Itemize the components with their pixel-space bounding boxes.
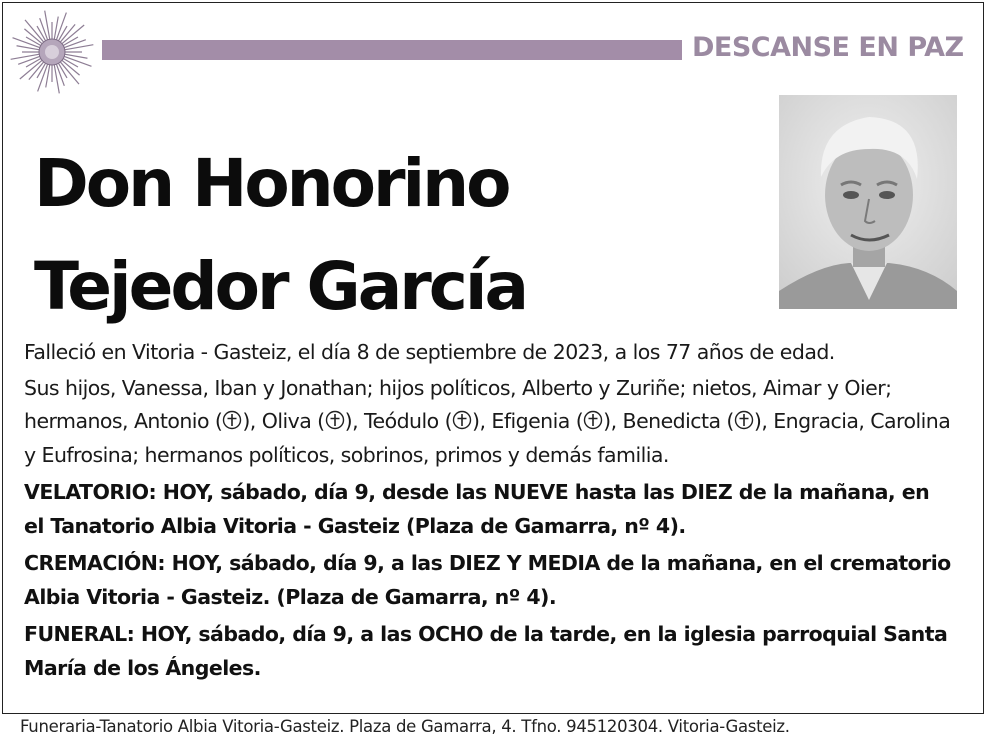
cross-icon bbox=[222, 410, 242, 430]
cross-icon bbox=[325, 410, 345, 430]
thistle-flower-icon bbox=[8, 10, 96, 94]
family-text-5: ), Benedicta ( bbox=[603, 409, 734, 433]
notice-body bbox=[24, 336, 954, 689]
cross-icon bbox=[583, 410, 603, 430]
family-list bbox=[24, 372, 954, 473]
family-text-6: ), Engracia, Carolina y Eufrosina; hermanos políticos, sobrinos, primos y demás familia. bbox=[24, 409, 951, 467]
death-statement: Falleció en Vitoria - Gasteiz, el día 8 de septiembre de 2023, a los 77 años de edad. bbox=[24, 340, 835, 364]
family-text-1: Sus hijos, Vanessa, Iban y Jonathan; hijos políticos, Alberto y Zuriñe; nietos, Aimar y Oier; hermanos, Antonio ( bbox=[24, 375, 892, 433]
funeral-home-footer: Funeraria-Tanatorio Albia Vitoria-Gasteiz. Plaza de Gamarra, 4. Tfno. 945120304. Vitoria-Gasteiz. bbox=[20, 717, 790, 736]
cross-icon bbox=[452, 410, 472, 430]
portrait-photo bbox=[779, 95, 957, 309]
cross-icon bbox=[734, 410, 754, 430]
deceased-name-line1: Don Honorino bbox=[34, 145, 509, 222]
funeral-info: FUNERAL: HOY, sábado, día 9, a las OCHO de la tarde, en la iglesia parroquial Santa María de los Ángeles. bbox=[24, 622, 948, 680]
cremacion-info: CREMACIÓN: HOY, sábado, día 9, a las DIEZ Y MEDIA de la mañana, en el crematorio Albia Vitoria - Gasteiz. (Plaza de Gamarra, nº 4). bbox=[24, 551, 951, 609]
deceased-name bbox=[34, 132, 526, 338]
family-text-4: ), Efigenia ( bbox=[472, 409, 584, 433]
header-bar bbox=[102, 40, 682, 60]
family-text-2: ), Oliva ( bbox=[242, 409, 325, 433]
family-text-3: ), Teódulo ( bbox=[344, 409, 453, 433]
header-title: DESCANSE EN PAZ bbox=[692, 32, 964, 63]
velatorio-info: VELATORIO: HOY, sábado, día 9, desde las NUEVE hasta las DIEZ de la mañana, en el Tanatorio Albia Vitoria - Gasteiz (Plaza de Gamarra, nº 4). bbox=[24, 480, 930, 538]
deceased-name-line2: Tejedor García bbox=[34, 248, 527, 325]
